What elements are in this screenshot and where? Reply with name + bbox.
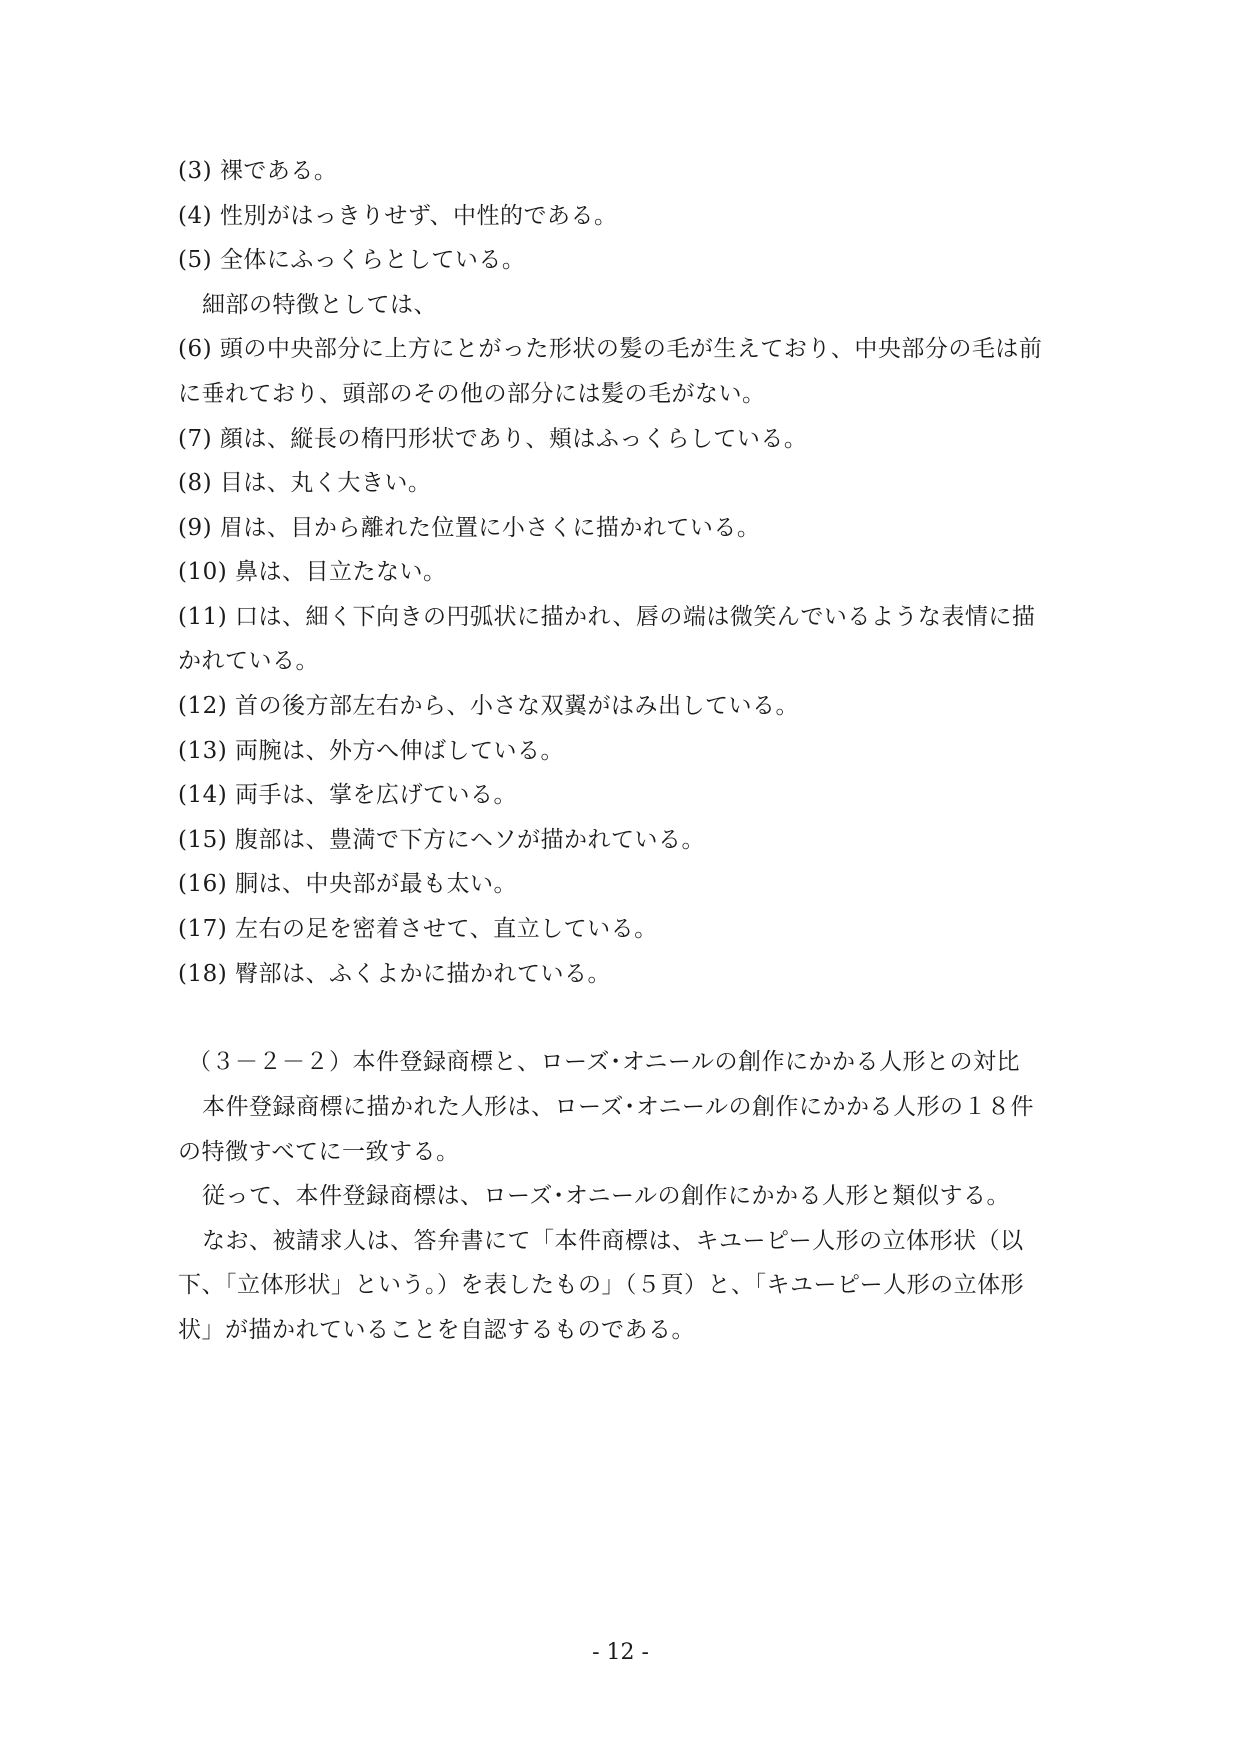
feature-item-16: (16) 胴は、中央部が最も太い。 [178, 871, 518, 897]
feature-item-13: (13) 両腕は、外方へ伸ばしている。 [178, 738, 565, 764]
feature-item-12: (12) 首の後方部左右から、小さな双翼がはみ出している。 [178, 693, 800, 719]
paragraph-line: の特徴すべてに一致する。 [178, 1139, 460, 1165]
feature-item-10: (10) 鼻は、目立たない。 [178, 559, 447, 585]
feature-item-9: (9) 眉は、目から離れた位置に小さくに描かれている。 [178, 515, 761, 541]
paragraph-line: 状」が描かれていることを自認するものである。 [178, 1317, 695, 1343]
feature-item-6-continued: に垂れており、頭部のその他の部分には髪の毛がない。 [178, 381, 766, 407]
paragraph-line: 本件登録商標に描かれた人形は、ローズ･オニールの創作にかかる人形の１８件 [202, 1094, 1034, 1120]
page-number: - 12 - [592, 1640, 649, 1665]
feature-item-17: (17) 左右の足を密着させて、直立している。 [178, 916, 658, 942]
paragraph-line: 下、「立体形状」という。）を表したもの」（５頁）と、「キユーピー人形の立体形 [178, 1272, 1025, 1298]
section-heading: （３－２－２）本件登録商標と、ローズ･オニールの創作にかかる人形との対比 [188, 1049, 1020, 1075]
feature-item-8: (8) 目は、丸く大きい。 [178, 470, 432, 496]
feature-item-6: (6) 頭の中央部分に上方にとがった形状の髪の毛が生えており、中央部分の毛は前 [178, 336, 1043, 362]
feature-item-7: (7) 顔は、縦長の楕円形状であり、頬はふっくらしている。 [178, 426, 808, 452]
feature-item-4: (4) 性別がはっきりせず、中性的である。 [178, 203, 618, 229]
feature-item-11-continued: かれている。 [178, 648, 319, 674]
feature-item-5: (5) 全体にふっくらとしている。 [178, 247, 526, 273]
paragraph-line: なお、被請求人は、答弁書にて「本件商標は、キユーピー人形の立体形状（以 [202, 1228, 1024, 1254]
feature-item-18: (18) 臀部は、ふくよかに描かれている。 [178, 961, 612, 987]
feature-item-3: (3) 裸である。 [178, 158, 338, 184]
details-intro: 細部の特徴としては、 [202, 292, 437, 318]
feature-item-15: (15) 腹部は、豊満で下方にヘソが描かれている。 [178, 827, 706, 853]
paragraph-line: 従って、本件登録商標は、ローズ･オニールの創作にかかる人形と類似する。 [202, 1183, 1011, 1209]
feature-item-11: (11) 口は、細く下向きの円弧状に描かれ、唇の端は微笑んでいるような表情に描 [178, 604, 1036, 630]
feature-item-14: (14) 両手は、掌を広げている。 [178, 782, 518, 808]
